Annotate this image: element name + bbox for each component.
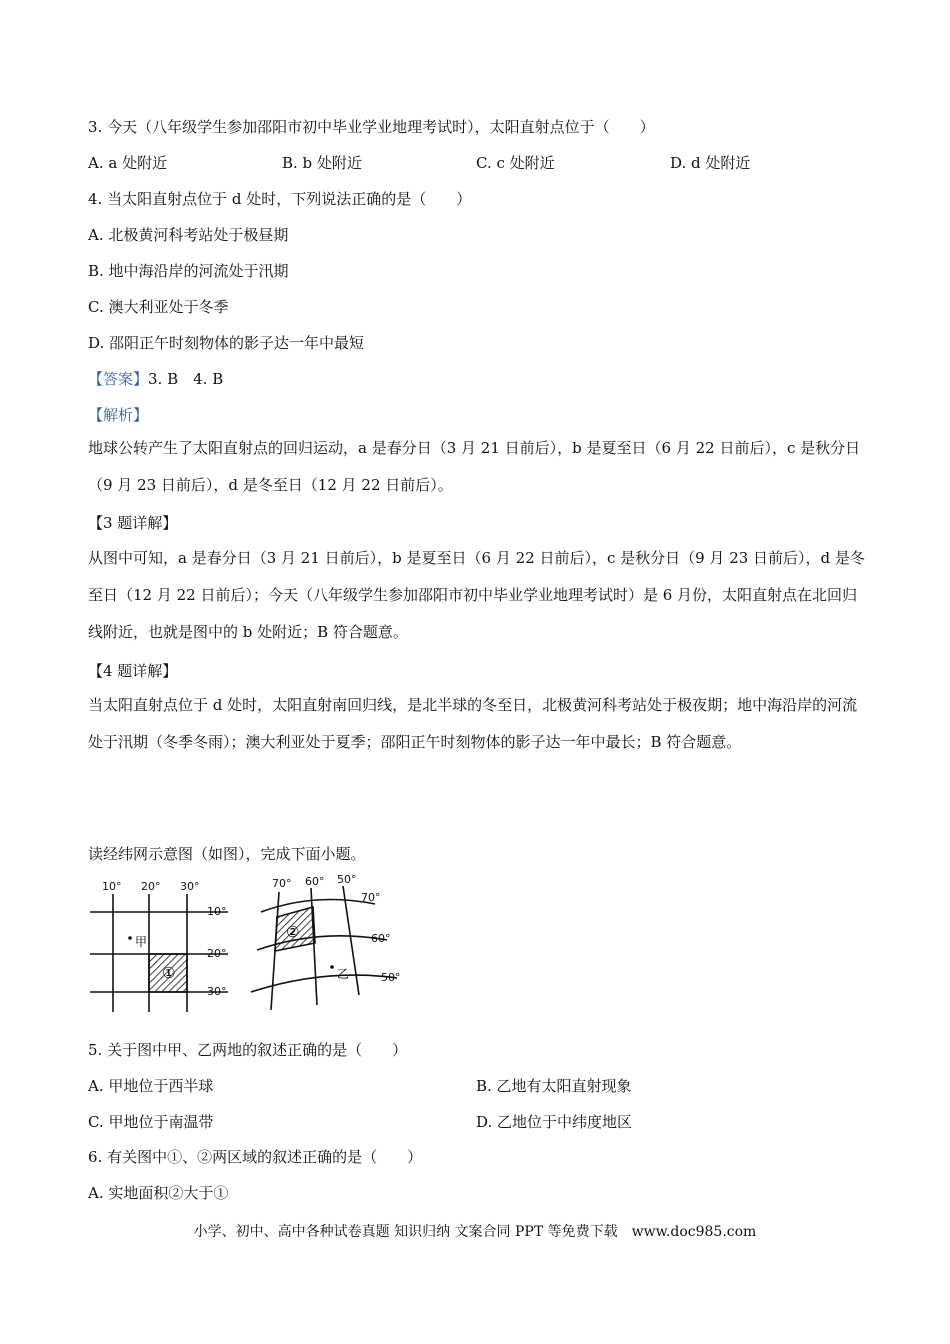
- right-top-label-60: 60°: [305, 875, 325, 888]
- point-yi-label: 乙: [337, 967, 350, 981]
- q4-option-c: C. 澳大利亚处于冬季: [88, 298, 229, 316]
- reading-intro: 读经纬网示意图（如图），完成下面小题。: [88, 845, 366, 863]
- point-jia-marker: [128, 936, 132, 940]
- left-top-label-10: 10°: [102, 880, 122, 893]
- answer-line: [88, 369, 223, 389]
- left-right-label-30: 30°: [207, 985, 227, 998]
- right-right-label-70: 70°: [361, 891, 381, 904]
- region-1-label: ①: [162, 964, 176, 982]
- q3-option-b: B. b 处附近: [282, 154, 362, 172]
- page-footer: 小学、初中、高中各种试卷真题 知识归纳 文案合同 PPT 等免费下载 www.doc985.com: [193, 1224, 757, 1240]
- answer-text: 3. B 4. B: [148, 370, 224, 388]
- q3-stem: 3. 今天（八年级学生参加邵阳市初中毕业学业地理考试时），太阳直射点位于（ ）: [88, 118, 655, 136]
- left-top-label-20: 20°: [141, 880, 161, 893]
- right-right-label-60: 60°: [371, 932, 391, 945]
- q4-option-d: D. 邵阳正午时刻物体的影子达一年中最短: [88, 334, 365, 352]
- q3-option-c: C. c 处附近: [476, 154, 555, 172]
- q5-option-b: B. 乙地有太阳直射现象: [476, 1077, 632, 1095]
- q6-option-a: A. 实地面积②大于①: [88, 1184, 229, 1202]
- q5-option-c: C. 甲地位于南温带: [88, 1113, 214, 1131]
- region-2-label: ②: [286, 923, 300, 941]
- q5-stem: 5. 关于图中甲、乙两地的叙述正确的是（ ）: [88, 1041, 408, 1059]
- point-jia-label: 甲: [135, 935, 148, 949]
- analysis-intro: 地球公转产生了太阳直射点的回归运动，a 是春分日（3 月 21 日前后），b 是夏至日（6 月 22 日前后），c 是秋分日（9 月 23 日前后），d 是冬至日（12 月 22 日前后）。: [88, 439, 861, 494]
- left-right-label-10: 10°: [207, 905, 227, 918]
- point-yi-marker: [330, 965, 334, 969]
- right-right-label-50: 50°: [381, 971, 401, 984]
- analysis-tag: 【解析】: [88, 406, 149, 424]
- q3-option-d: D. d 处附近: [670, 154, 751, 172]
- graticule-figure: [85, 870, 415, 1020]
- q4-option-a: A. 北极黄河科考站处于极昼期: [88, 226, 289, 244]
- left-right-label-20: 20°: [207, 947, 227, 960]
- q3-option-a: A. a 处附近: [88, 154, 168, 172]
- right-top-label-50: 50°: [337, 873, 357, 886]
- q4-stem: 4. 当太阳直射点位于 d 处时，下列说法正确的是（ ）: [88, 190, 472, 208]
- q4-option-b: B. 地中海沿岸的河流处于汛期: [88, 262, 289, 280]
- q4-detail-text: 当太阳直射点位于 d 处时，太阳直射南回归线，是北半球的冬至日，北极黄河科考站处于极夜期；地中海沿岸的河流处于汛期（冬季冬雨）；澳大利亚处于夏季；邵阳正午时刻物体的影子达一年中最长；B 符合题意。: [88, 696, 858, 751]
- q3-detail-heading: 【3 题详解】: [88, 514, 178, 532]
- right-top-label-70: 70°: [272, 877, 292, 890]
- answer-tag: 【答案】: [88, 370, 149, 388]
- right-graticule: [251, 886, 397, 1010]
- q6-stem: 6. 有关图中①、②两区域的叙述正确的是（ ）: [88, 1148, 423, 1166]
- q5-option-a: A. 甲地位于西半球: [88, 1077, 214, 1095]
- q5-option-d: D. 乙地位于中纬度地区: [476, 1113, 633, 1131]
- q4-detail-heading: 【4 题详解】: [88, 662, 178, 680]
- q3-detail-text: 从图中可知，a 是春分日（3 月 21 日前后），b 是夏至日（6 月 22 日前后），c 是秋分日（9 月 23 日前后），d 是冬至日（12 月 22 日前后）；今天（八年级学生参加邵阳市初中毕业学业地理考试时）是 6 月份，太阳直射点在北回归线附近，也就是图中的 b 处附近；B 符合题意。: [88, 549, 865, 641]
- left-top-label-30: 30°: [180, 880, 200, 893]
